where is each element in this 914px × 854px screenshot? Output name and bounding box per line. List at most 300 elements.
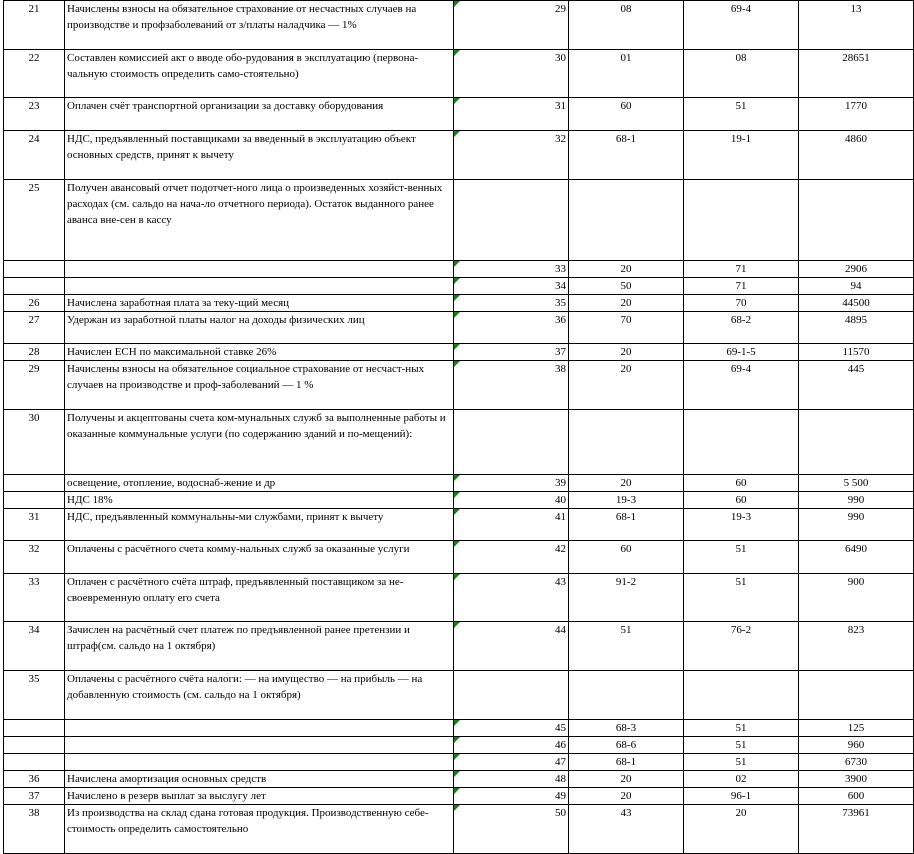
table-row (4, 98, 914, 131)
entry-number-cell-text: 23 (28, 100, 40, 112)
debit-account-cell (569, 295, 684, 312)
entry-number-cell (4, 771, 65, 788)
amount-cell (799, 509, 914, 541)
amount-cell (799, 622, 914, 671)
amount-cell (799, 98, 914, 131)
debit-account-cell-text: 60 (620, 100, 632, 112)
description-cell (65, 180, 454, 261)
operation-number-cell (454, 475, 569, 492)
amount-cell-text: 960 (847, 739, 865, 751)
entry-number-cell (4, 475, 65, 492)
amount-cell (799, 754, 914, 771)
entry-number-cell (4, 295, 65, 312)
table-row (4, 312, 914, 344)
description-cell (65, 131, 454, 180)
debit-account-cell-text: 68-6 (615, 739, 637, 751)
credit-account-cell (684, 475, 799, 492)
debit-account-cell (569, 312, 684, 344)
operation-number-cell (454, 50, 569, 98)
description-cell (65, 261, 454, 278)
operation-number-cell (454, 361, 569, 410)
amount-cell-text: 990 (847, 494, 865, 506)
table-row (4, 574, 914, 622)
entry-number-cell (4, 1, 65, 50)
credit-account-cell (684, 180, 799, 261)
credit-account-cell-text: 70 (735, 297, 747, 309)
credit-account-cell-text: 71 (735, 280, 747, 292)
debit-account-cell-text: 68-1 (615, 511, 637, 523)
entry-number-cell-text: 28 (28, 346, 40, 358)
debit-account-cell (569, 180, 684, 261)
operation-number-cell-text: 42 (555, 543, 566, 555)
cell-comment-marker-icon (454, 344, 460, 350)
debit-account-cell-text: 68-3 (615, 722, 637, 734)
credit-account-cell (684, 788, 799, 805)
amount-cell-text: 990 (847, 511, 865, 523)
operation-number-cell (454, 98, 569, 131)
entry-number-cell (4, 98, 65, 131)
description-cell-text: Удержан из заработной платы налог на доходы физических лиц (67, 314, 365, 326)
operation-number-cell-text: 29 (555, 3, 566, 15)
description-cell-text: Начислено в резерв выплат за выслугу лет (67, 790, 266, 802)
credit-account-cell (684, 574, 799, 622)
table-row (4, 720, 914, 737)
debit-account-cell-text: 91-2 (615, 576, 637, 588)
debit-account-cell (569, 344, 684, 361)
debit-account-cell-text: 70 (620, 314, 632, 326)
operation-number-cell (454, 805, 569, 854)
operation-number-cell-text: 38 (555, 363, 566, 375)
amount-cell-text: 44500 (842, 297, 870, 309)
operation-number-cell-text: 35 (555, 297, 566, 309)
amount-cell (799, 261, 914, 278)
cell-comment-marker-icon (454, 720, 460, 726)
amount-cell (799, 492, 914, 509)
credit-account-cell (684, 720, 799, 737)
description-cell-text: Оплачен с расчётного счёта штраф, предъявленный поставщиком за не-своевременную оплату его счета (67, 576, 404, 604)
entry-number-cell-text: 22 (28, 52, 40, 64)
operation-number-cell (454, 509, 569, 541)
amount-cell (799, 1, 914, 50)
credit-account-cell-text: 19-1 (730, 133, 752, 145)
debit-account-cell (569, 261, 684, 278)
debit-account-cell (569, 574, 684, 622)
credit-account-cell (684, 541, 799, 574)
operation-number-cell-text: 50 (555, 807, 566, 819)
operation-number-cell-text: 44 (555, 624, 566, 636)
table-row (4, 509, 914, 541)
amount-cell-text: 6730 (845, 756, 867, 768)
debit-account-cell (569, 805, 684, 854)
debit-account-cell (569, 475, 684, 492)
description-cell-text: НДС, предъявленный коммунальны-ми службами, принят к вычету (67, 511, 384, 523)
description-cell (65, 410, 454, 475)
entry-number-cell-text: 33 (28, 576, 40, 588)
debit-account-cell (569, 720, 684, 737)
amount-cell-text: 28651 (842, 52, 870, 64)
debit-account-cell-text: 50 (620, 280, 632, 292)
table-row (4, 261, 914, 278)
amount-cell (799, 278, 914, 295)
credit-account-cell-text: 69-4 (730, 3, 752, 15)
credit-account-cell-text: 51 (735, 756, 747, 768)
credit-account-cell (684, 98, 799, 131)
operation-number-cell (454, 492, 569, 509)
amount-cell-text: 73961 (842, 807, 870, 819)
amount-cell-text: 823 (847, 624, 865, 636)
debit-account-cell (569, 541, 684, 574)
description-cell-text: Начислены взносы на обязательное социальное страхование от несчаст-ных случаев на производстве и проф-заболеваний — 1 % (67, 363, 425, 391)
debit-account-cell (569, 771, 684, 788)
description-cell (65, 492, 454, 509)
entry-number-cell (4, 574, 65, 622)
entry-number-cell (4, 278, 65, 295)
entry-number-cell-text: 26 (28, 297, 40, 309)
operation-number-cell (454, 737, 569, 754)
description-cell (65, 312, 454, 344)
operation-number-cell (454, 671, 569, 720)
credit-account-cell-text: 08 (735, 52, 747, 64)
debit-account-cell-text: 68-1 (615, 756, 637, 768)
operation-number-cell (454, 312, 569, 344)
entry-number-cell-text: 21 (28, 3, 40, 15)
cell-comment-marker-icon (454, 788, 460, 794)
entry-number-cell (4, 788, 65, 805)
cell-comment-marker-icon (454, 492, 460, 498)
description-cell-text: Составлен комиссией акт о вводе обо-рудования в эксплуатацию (первона-чальную стоимость определить само-стоятельно) (67, 52, 419, 80)
entry-number-cell (4, 492, 65, 509)
entry-number-cell-text: 36 (28, 773, 40, 785)
table-row (4, 295, 914, 312)
entry-number-cell (4, 509, 65, 541)
amount-cell (799, 475, 914, 492)
credit-account-cell-text: 71 (735, 263, 747, 275)
entry-number-cell (4, 131, 65, 180)
entry-number-cell (4, 312, 65, 344)
debit-account-cell (569, 131, 684, 180)
description-cell-text: Начислен ЕСН по максимальной ставке 26% (67, 346, 277, 358)
cell-comment-marker-icon (454, 131, 460, 137)
operation-number-cell-text: 47 (555, 756, 566, 768)
table-row (4, 541, 914, 574)
entry-number-cell (4, 410, 65, 475)
entry-number-cell (4, 261, 65, 278)
debit-account-cell-text: 20 (620, 790, 632, 802)
cell-comment-marker-icon (454, 50, 460, 56)
amount-cell-text: 1770 (845, 100, 867, 112)
entry-number-cell-text: 29 (28, 363, 40, 375)
amount-cell-text: 11570 (842, 346, 870, 358)
amount-cell (799, 771, 914, 788)
amount-cell-text: 4860 (845, 133, 867, 145)
amount-cell (799, 574, 914, 622)
description-cell-text: Начислены взносы на обязательное страхование от несчастных случаев на производстве и профзаболеваний от з/платы наладчика — 1% (67, 3, 417, 31)
amount-cell-text: 445 (847, 363, 865, 375)
operation-number-cell (454, 180, 569, 261)
operation-number-cell-text: 48 (555, 773, 566, 785)
credit-account-cell-text: 60 (735, 494, 747, 506)
entry-number-cell (4, 737, 65, 754)
entry-number-cell (4, 361, 65, 410)
debit-account-cell-text: 20 (620, 263, 632, 275)
operation-number-cell-text: 30 (555, 52, 566, 64)
amount-cell (799, 671, 914, 720)
credit-account-cell-text: 20 (735, 807, 747, 819)
amount-cell-text: 5 500 (843, 477, 869, 489)
operation-number-cell-text: 33 (555, 263, 566, 275)
entry-number-cell-text: 37 (28, 790, 40, 802)
entry-number-cell-text: 27 (28, 314, 40, 326)
cell-comment-marker-icon (454, 805, 460, 811)
description-cell (65, 805, 454, 854)
credit-account-cell-text: 51 (735, 543, 747, 555)
debit-account-cell-text: 20 (620, 363, 632, 375)
operation-number-cell-text: 36 (555, 314, 566, 326)
amount-cell (799, 788, 914, 805)
operation-number-cell (454, 771, 569, 788)
credit-account-cell (684, 278, 799, 295)
credit-account-cell (684, 492, 799, 509)
operation-number-cell (454, 720, 569, 737)
description-cell-text: Получен авансовый отчет подотчет-ного лица о произведенных хозяйст-венных расходах (см. сальдо на нача-ло отчетного периода). Остаток выданного ранее аванса вне-сен в кассу (67, 182, 443, 226)
table-row (4, 788, 914, 805)
description-cell (65, 361, 454, 410)
credit-account-cell (684, 771, 799, 788)
cell-comment-marker-icon (454, 574, 460, 580)
description-cell (65, 278, 454, 295)
amount-cell-text: 13 (850, 3, 862, 15)
ledger-body (4, 1, 914, 854)
amount-cell (799, 131, 914, 180)
credit-account-cell (684, 131, 799, 180)
cell-comment-marker-icon (454, 509, 460, 515)
operation-number-cell-text: 43 (555, 576, 566, 588)
credit-account-cell (684, 344, 799, 361)
operation-number-cell (454, 574, 569, 622)
cell-comment-marker-icon (454, 98, 460, 104)
entry-number-cell (4, 622, 65, 671)
amount-cell (799, 805, 914, 854)
cell-comment-marker-icon (454, 737, 460, 743)
description-cell (65, 720, 454, 737)
description-cell (65, 671, 454, 720)
operation-number-cell (454, 295, 569, 312)
operation-number-cell (454, 622, 569, 671)
entry-number-cell (4, 50, 65, 98)
amount-cell (799, 180, 914, 261)
credit-account-cell (684, 737, 799, 754)
credit-account-cell (684, 312, 799, 344)
credit-account-cell-text: 69-4 (730, 363, 752, 375)
amount-cell (799, 344, 914, 361)
operation-number-cell (454, 261, 569, 278)
ledger-table (3, 0, 914, 854)
debit-account-cell (569, 98, 684, 131)
table-row (4, 622, 914, 671)
cell-comment-marker-icon (454, 754, 460, 760)
description-cell-text: Оплачены с расчётного счёта налоги: — на имущество — на прибыль — на добавленную стоимость (см. сальдо на 1 октября) (67, 673, 423, 701)
table-row (4, 278, 914, 295)
entry-number-cell-text: 34 (28, 624, 40, 636)
operation-number-cell-text: 31 (555, 100, 566, 112)
description-cell-text: Зачислен на расчётный счет платеж по предъявленной ранее претензии и штраф(см. сальдо на 1 октября) (67, 624, 410, 652)
credit-account-cell (684, 261, 799, 278)
table-row (4, 361, 914, 410)
cell-comment-marker-icon (454, 261, 460, 267)
debit-account-cell (569, 361, 684, 410)
entry-number-cell (4, 720, 65, 737)
operation-number-cell-text: 49 (555, 790, 566, 802)
description-cell (65, 788, 454, 805)
operation-number-cell-text: 39 (555, 477, 566, 489)
description-cell (65, 771, 454, 788)
entry-number-cell-text: 30 (28, 412, 40, 424)
credit-account-cell (684, 805, 799, 854)
description-cell-text: Начислена заработная плата за теку-щий месяц (67, 297, 290, 309)
amount-cell-text: 4895 (845, 314, 867, 326)
description-cell-text: Из производства на склад сдана готовая продукция. Производственную себе-стоимость определить самостоятельно (67, 807, 429, 835)
credit-account-cell-text: 02 (735, 773, 747, 785)
table-row (4, 50, 914, 98)
table-row (4, 671, 914, 720)
debit-account-cell (569, 410, 684, 475)
description-cell (65, 344, 454, 361)
amount-cell (799, 50, 914, 98)
description-cell (65, 1, 454, 50)
operation-number-cell-text: 32 (555, 133, 566, 145)
description-cell-text: НДС, предъявленный поставщиками за введенный в эксплуатацию объект основных средств, принят к вычету (67, 133, 416, 161)
credit-account-cell-text: 60 (735, 477, 747, 489)
operation-number-cell-text: 34 (555, 280, 566, 292)
description-cell-text: Оплачен счёт транспортной организации за доставку оборудования (67, 100, 384, 112)
cell-comment-marker-icon (454, 1, 460, 7)
cell-comment-marker-icon (454, 295, 460, 301)
credit-account-cell (684, 50, 799, 98)
operation-number-cell (454, 410, 569, 475)
debit-account-cell (569, 737, 684, 754)
credit-account-cell (684, 410, 799, 475)
amount-cell-text: 2906 (845, 263, 867, 275)
operation-number-cell (454, 754, 569, 771)
entry-number-cell (4, 344, 65, 361)
credit-account-cell (684, 754, 799, 771)
description-cell (65, 509, 454, 541)
amount-cell-text: 900 (847, 576, 865, 588)
debit-account-cell-text: 20 (620, 477, 632, 489)
debit-account-cell-text: 01 (620, 52, 632, 64)
entry-number-cell (4, 671, 65, 720)
table-row (4, 180, 914, 261)
amount-cell (799, 737, 914, 754)
description-cell-text: Получены и акцептованы счета ком-мунальных служб за выполненные работы и оказанные коммунальные услуги (по содержанию зданий и по-мещений): (67, 412, 446, 440)
credit-account-cell (684, 671, 799, 720)
table-row (4, 410, 914, 475)
credit-account-cell-text: 96-1 (730, 790, 752, 802)
cell-comment-marker-icon (454, 361, 460, 367)
cell-comment-marker-icon (454, 541, 460, 547)
operation-number-cell-text: 40 (555, 494, 566, 506)
debit-account-cell (569, 509, 684, 541)
cell-comment-marker-icon (454, 771, 460, 777)
operation-number-cell-text: 37 (555, 346, 566, 358)
entry-number-cell-text: 32 (28, 543, 40, 555)
entry-number-cell (4, 180, 65, 261)
description-cell (65, 622, 454, 671)
credit-account-cell-text: 51 (735, 722, 747, 734)
operation-number-cell (454, 278, 569, 295)
description-cell (65, 754, 454, 771)
entry-number-cell (4, 805, 65, 854)
amount-cell (799, 720, 914, 737)
debit-account-cell (569, 50, 684, 98)
debit-account-cell-text: 08 (620, 3, 632, 15)
description-cell (65, 50, 454, 98)
description-cell-text: Оплачены с расчётного счета комму-нальных служб за оказанные услуги (67, 543, 410, 555)
credit-account-cell-text: 69-1-5 (726, 346, 756, 358)
cell-comment-marker-icon (454, 475, 460, 481)
table-row (4, 492, 914, 509)
entry-number-cell-text: 25 (28, 182, 40, 194)
description-cell-text: Начислена амортизация основных средств (67, 773, 267, 785)
table-row (4, 131, 914, 180)
credit-account-cell (684, 509, 799, 541)
description-cell (65, 574, 454, 622)
amount-cell-text: 3900 (845, 773, 867, 785)
cell-comment-marker-icon (454, 278, 460, 284)
operation-number-cell (454, 788, 569, 805)
debit-account-cell (569, 671, 684, 720)
table-row (4, 1, 914, 50)
credit-account-cell-text: 19-3 (730, 511, 752, 523)
credit-account-cell-text: 76-2 (730, 624, 752, 636)
entry-number-cell-text: 24 (28, 133, 40, 145)
debit-account-cell-text: 60 (620, 543, 632, 555)
debit-account-cell (569, 278, 684, 295)
cell-comment-marker-icon (454, 622, 460, 628)
amount-cell (799, 295, 914, 312)
debit-account-cell-text: 68-1 (615, 133, 637, 145)
operation-number-cell-text: 41 (555, 511, 566, 523)
debit-account-cell-text: 20 (620, 773, 632, 785)
description-cell-text: освещение, отопление, водоснаб-жение и др (67, 477, 276, 489)
table-row (4, 344, 914, 361)
credit-account-cell-text: 68-2 (730, 314, 752, 326)
description-cell (65, 541, 454, 574)
operation-number-cell-text: 46 (555, 739, 566, 751)
debit-account-cell-text: 43 (620, 807, 632, 819)
debit-account-cell (569, 1, 684, 50)
amount-cell-text: 125 (847, 722, 865, 734)
operation-number-cell-text: 45 (555, 722, 566, 734)
amount-cell (799, 312, 914, 344)
amount-cell-text: 6490 (845, 543, 867, 555)
table-row (4, 805, 914, 854)
debit-account-cell (569, 492, 684, 509)
table-row (4, 737, 914, 754)
debit-account-cell-text: 51 (620, 624, 632, 636)
credit-account-cell (684, 1, 799, 50)
description-cell (65, 475, 454, 492)
amount-cell (799, 541, 914, 574)
debit-account-cell-text: 20 (620, 297, 632, 309)
operation-number-cell (454, 541, 569, 574)
amount-cell-text: 94 (850, 280, 862, 292)
credit-account-cell-text: 51 (735, 100, 747, 112)
credit-account-cell-text: 51 (735, 739, 747, 751)
entry-number-cell-text: 38 (28, 807, 40, 819)
entry-number-cell-text: 35 (28, 673, 40, 685)
operation-number-cell (454, 344, 569, 361)
